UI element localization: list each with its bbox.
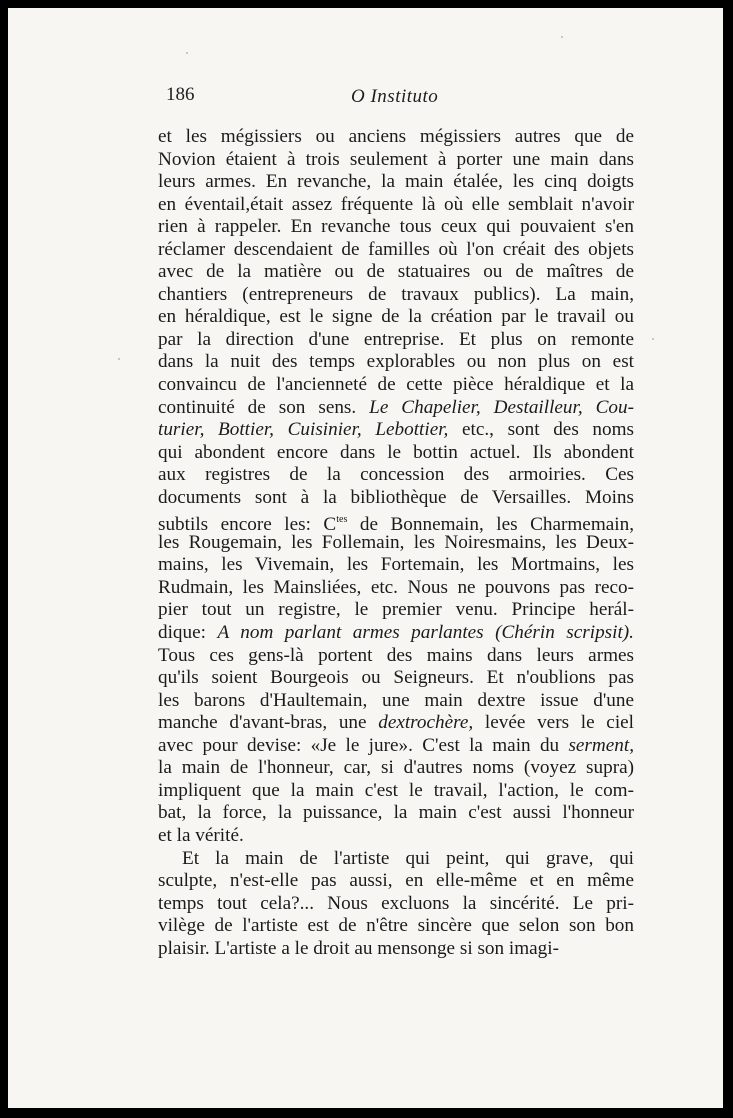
text-line [158, 194, 634, 217]
text-segment: les Rougemain, les Follemain, les Noiresmains, les Deux- [158, 531, 634, 553]
text-segment: subtils encore les: C [158, 514, 337, 536]
italic-text: A nom parlant armes parlantes (Chérin scripsit). [217, 622, 634, 644]
text-line [158, 645, 634, 668]
text-segment: de Bonnemain, les Charmemain, [347, 514, 634, 536]
text-segment: en éventail,était assez fréquente là où elle semblait n'avoir [158, 193, 634, 215]
text-line [158, 893, 634, 916]
text-segment: avec de la matière ou de statuaires ou de maîtres de [158, 261, 634, 283]
text-segment: continuité de son sens. [158, 396, 370, 418]
text-line [158, 622, 634, 645]
text-segment: leurs armes. En revanche, la main étalée, les cinq doigts [158, 171, 634, 193]
text-segment: réclamer descendaient de familles où l'on créait des objets [158, 238, 634, 260]
italic-text: dextrochère, [378, 712, 474, 734]
text-line [158, 329, 634, 352]
text-segment: temps tout cela?... Nous excluons la sincérité. Le pri- [158, 892, 634, 914]
italic-text: serment, [568, 734, 634, 756]
text-line [158, 306, 634, 329]
text-line [158, 825, 634, 848]
text-segment: documents sont à la bibliothèque de Versailles. Moins [158, 486, 634, 508]
text-segment: rien à rappeler. En revanche tous ceux qui pouvaient s'en [158, 216, 634, 238]
text-line [158, 487, 634, 510]
text-segment: chantiers (entrepreneurs de travaux publics). La main, [158, 283, 634, 305]
text-segment: plaisir. L'artiste a le droit au mensonge si son imagi- [158, 937, 559, 959]
text-line [158, 532, 634, 555]
text-line [158, 171, 634, 194]
text-line [158, 351, 634, 374]
italic-text: Le Chapelier, Destailleur, Cou- [369, 396, 634, 418]
page-number: 186 [166, 84, 195, 105]
scan-speck [186, 52, 188, 54]
text-line [158, 757, 634, 780]
text-line [158, 374, 634, 397]
text-line [158, 397, 634, 420]
text-line [158, 870, 634, 893]
book-page [8, 8, 723, 1108]
text-line [158, 735, 634, 758]
text-segment: etc., sont des noms [448, 419, 634, 441]
text-line [158, 126, 634, 149]
text-segment: les barons d'Haultemain, une main dextre issue d'une [158, 689, 634, 711]
text-line [158, 216, 634, 239]
text-line [158, 419, 634, 442]
text-segment: qui abondent encore dans le bottin actuel. Ils abondent [158, 441, 634, 463]
text-line [158, 938, 634, 961]
text-segment: impliquent que la main c'est le travail, l'action, le com- [158, 779, 634, 801]
text-line [158, 915, 634, 938]
text-segment: pier tout un registre, le premier venu. Principe herál- [158, 599, 634, 621]
text-line [158, 464, 634, 487]
text-segment: qu'ils soient Bourgeois ou Seigneurs. Et n'oublions pas [158, 667, 634, 689]
text-segment: par la direction d'une entreprise. Et plus on remonte [158, 328, 634, 350]
body-text [158, 126, 634, 960]
scan-speck [561, 36, 563, 38]
text-segment: mains, les Vivemain, les Fortemain, les Mortmains, les [158, 554, 634, 576]
text-segment: et la vérité. [158, 824, 244, 846]
scan-speck [652, 338, 654, 340]
text-line [158, 780, 634, 803]
text-line [158, 261, 634, 284]
text-segment: Novion étaient à trois seulement à porter une main dans [158, 148, 634, 170]
text-line [158, 712, 634, 735]
text-line [158, 554, 634, 577]
text-line [158, 239, 634, 262]
text-line [158, 442, 634, 465]
text-segment: dans la nuit des temps explorables ou non plus on est [158, 351, 634, 373]
text-line [158, 284, 634, 307]
text-segment: levée vers le ciel [473, 712, 634, 734]
text-segment: manche d'avant-bras, une [158, 712, 379, 734]
text-segment: avec pour devise: «Je le jure». C'est la main du [158, 734, 569, 756]
text-segment: bat, la force, la puissance, la main c'est aussi l'honneur [158, 802, 634, 824]
superscript: tes [336, 514, 348, 526]
running-title: O Instituto [351, 86, 439, 107]
text-line [158, 577, 634, 600]
text-line [158, 599, 634, 622]
text-segment: Rudmain, les Mainsliées, etc. Nous ne pouvons pas reco- [158, 576, 634, 598]
text-segment: en héraldique, est le signe de la création par le travail ou [158, 306, 634, 328]
text-segment: Tous ces gens-là portent des mains dans leurs armes [158, 644, 634, 666]
text-segment: sculpte, n'est-elle pas aussi, en elle-même et en même [158, 870, 634, 892]
text-segment: et les mégissiers ou anciens mégissiers autres que de [158, 126, 634, 147]
text-line [158, 149, 634, 172]
text-line [158, 802, 634, 825]
text-segment: la main de l'honneur, car, si d'autres noms (voyez supra) [158, 757, 634, 779]
text-line [158, 667, 634, 690]
text-segment: dique: [158, 622, 218, 644]
scan-speck [118, 358, 120, 360]
text-segment: vilège de l'artiste est de n'être sincère que selon son bon [158, 915, 634, 937]
italic-text: turier, Bottier, Cuisinier, Lebottier, [158, 419, 449, 441]
text-line [158, 690, 634, 713]
text-line [158, 848, 634, 871]
text-segment: aux registres de la concession des armoiries. Ces [158, 464, 634, 486]
text-segment: convaincu de l'ancienneté de cette pièce héraldique et la [158, 374, 634, 396]
text-line [158, 509, 634, 536]
text-segment: Et la main de l'artiste qui peint, qui grave, qui [182, 847, 634, 869]
page-header [8, 78, 723, 108]
